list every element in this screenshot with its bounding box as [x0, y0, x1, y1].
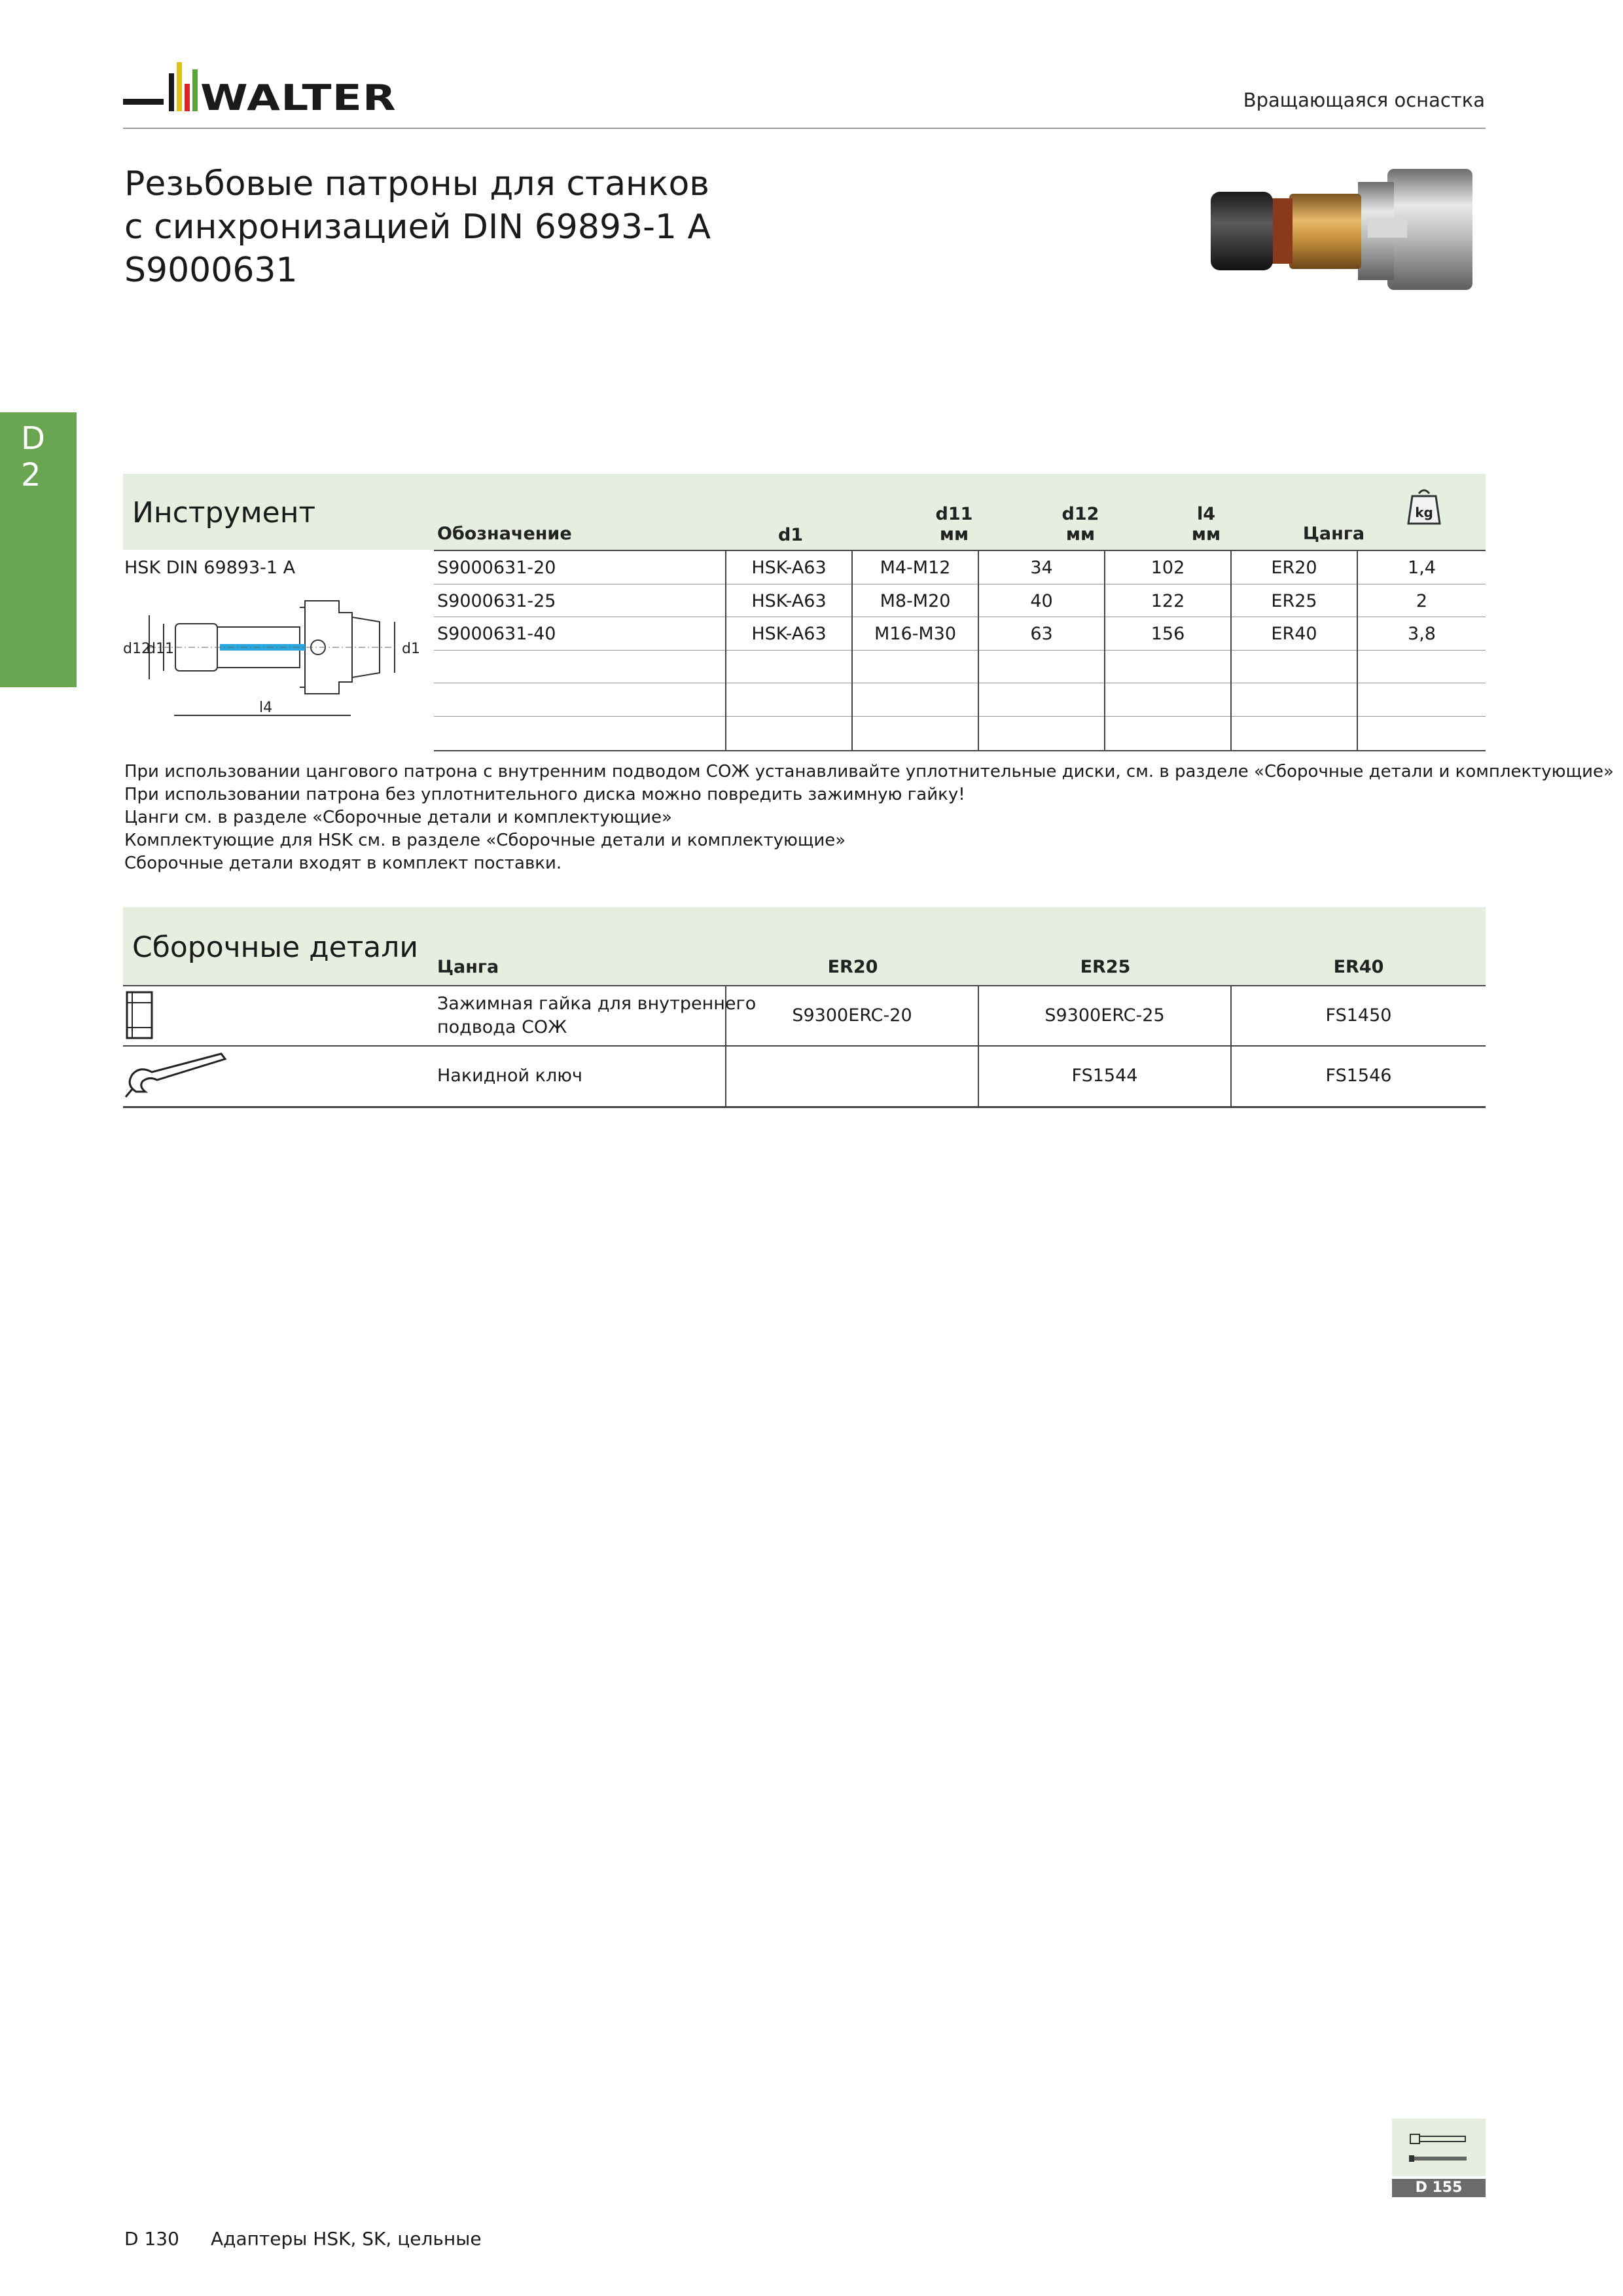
cell-er40: FS1546	[1325, 1066, 1392, 1086]
tool-table-title: Инструмент	[132, 496, 316, 529]
svg-text:d12: d12	[123, 641, 151, 657]
table-rule	[123, 985, 1486, 986]
cell-d1: HSK-A63	[751, 558, 827, 578]
table-rule	[123, 1106, 1486, 1108]
cell-l4: 102	[1150, 558, 1185, 578]
cell-er20: S9300ERC-20	[792, 1005, 912, 1026]
assembly-table-title: Сборочные детали	[132, 931, 418, 964]
header-divider	[123, 128, 1486, 129]
cell-weight: 1,4	[1408, 558, 1436, 578]
note-line: Цанги см. в разделе «Сборочные детали и комплектующие»	[124, 808, 672, 827]
header-d11	[902, 504, 1007, 545]
cell-d11: M4-M12	[880, 558, 951, 578]
header-collet: Цанга	[1302, 524, 1365, 544]
title-line-3: S9000631	[124, 251, 298, 290]
column-divider	[1104, 551, 1105, 750]
cell-designation: S9000631-25	[437, 591, 556, 611]
column-divider	[1230, 551, 1232, 750]
header-d12	[1028, 504, 1133, 545]
cell-er25: FS1544	[1071, 1066, 1138, 1086]
column-divider	[978, 551, 979, 750]
cell-er40: FS1450	[1325, 1005, 1392, 1026]
part-name: Накидной ключ	[437, 1066, 582, 1086]
cell-collet: ER20	[1271, 558, 1317, 578]
column-divider	[1357, 551, 1358, 750]
cell-designation: S9000631-40	[437, 624, 556, 644]
tool-table-header	[123, 474, 1486, 550]
table-rule	[434, 650, 1486, 651]
note-line: Комплектующие для HSK см. в разделе «Сборочные детали и комплектующие»	[124, 831, 846, 850]
cell-collet: ER25	[1271, 591, 1317, 611]
cell-l4: 122	[1150, 591, 1185, 611]
part-name-line-1: Зажимная гайка для внутреннего	[437, 994, 757, 1014]
header-d1-symbol: d1	[777, 525, 804, 545]
table-rule	[434, 716, 1486, 717]
header-er25: ER25	[1080, 957, 1131, 977]
header-d1	[758, 525, 823, 545]
cell-d12: 40	[1030, 591, 1053, 611]
cell-l4: 156	[1150, 624, 1185, 644]
footer-title: Адаптеры HSK, SK, цельные	[211, 2228, 482, 2250]
header-d11-unit: мм	[939, 524, 969, 545]
cell-collet: ER40	[1271, 624, 1317, 644]
section-label: Вращающаяся оснастка	[1243, 89, 1485, 111]
cell-er25: S9300ERC-25	[1044, 1005, 1165, 1026]
cell-weight: 2	[1416, 591, 1428, 611]
header-l4-symbol: l4	[1196, 504, 1216, 524]
page-title	[124, 162, 711, 292]
page-reference-link[interactable]	[1392, 2119, 1486, 2197]
holder-drawing	[123, 588, 431, 732]
column-divider	[1230, 986, 1232, 1106]
header-designation: Обозначение	[437, 524, 572, 544]
reference-thumbnail	[1392, 2119, 1486, 2176]
header-l4-unit: мм	[1191, 524, 1221, 545]
svg-text:d1: d1	[402, 641, 420, 657]
header-l4	[1154, 504, 1258, 545]
table-rule	[434, 550, 1486, 551]
cell-d11: M16-M30	[874, 624, 957, 644]
note-line: При использовании патрона без уплотнительного диска можно повредить зажимную гайку!	[124, 785, 965, 804]
cell-d12: 63	[1030, 624, 1053, 644]
header-d11-symbol: d11	[935, 504, 973, 524]
cell-d11: M8-M20	[880, 591, 951, 611]
header-d12-symbol: d12	[1061, 504, 1099, 524]
header-er40: ER40	[1333, 957, 1384, 977]
section-tab	[0, 412, 77, 687]
cell-d1: HSK-A63	[751, 624, 827, 644]
table-rule	[123, 1045, 1486, 1047]
title-line-1: Резьбовые патроны для станков	[124, 164, 709, 204]
bolt-icon	[1408, 2128, 1470, 2168]
svg-text:l4: l4	[259, 700, 273, 716]
cell-d12: 34	[1030, 558, 1053, 578]
reference-page-label: D 155	[1392, 2179, 1486, 2197]
svg-text:kg: kg	[1415, 505, 1433, 520]
svg-text:d11: d11	[147, 641, 174, 657]
part-name	[437, 992, 756, 1039]
header-er20: ER20	[827, 957, 878, 977]
page-number: D 130	[124, 2228, 179, 2250]
assembly-table-header	[123, 907, 1486, 986]
column-divider	[978, 986, 979, 1106]
cell-d1: HSK-A63	[751, 591, 827, 611]
walter-logo	[123, 60, 398, 126]
drawing-label: HSK DIN 69893-1 A	[124, 558, 296, 578]
header-d12-unit: мм	[1065, 524, 1096, 545]
column-divider	[851, 551, 853, 750]
section-tab-label: D 2	[21, 420, 48, 493]
cell-weight: 3,8	[1408, 624, 1436, 644]
note-line: Сборочные детали входят в комплект поставки.	[124, 853, 562, 873]
hook-wrench-icon	[123, 1051, 228, 1102]
part-name-line-2: подвода СОЖ	[437, 1017, 567, 1037]
table-rule	[434, 750, 1486, 751]
column-divider	[725, 551, 726, 750]
clamping-nut-icon	[123, 990, 156, 1041]
header-collet: Цанга	[437, 957, 499, 977]
title-line-2: с синхронизацией DIN 69893-1 A	[124, 207, 711, 247]
weight-icon	[1407, 487, 1441, 526]
svg-text:WALTER: WALTER	[200, 77, 397, 118]
cell-designation: S9000631-20	[437, 558, 556, 578]
product-photo	[1191, 156, 1486, 313]
note-line: При использовании цангового патрона с внутренним подводом СОЖ устанавливайте уплотнительные диски, см. в разделе «Сборочные детали и комплектующие»	[124, 762, 1614, 781]
